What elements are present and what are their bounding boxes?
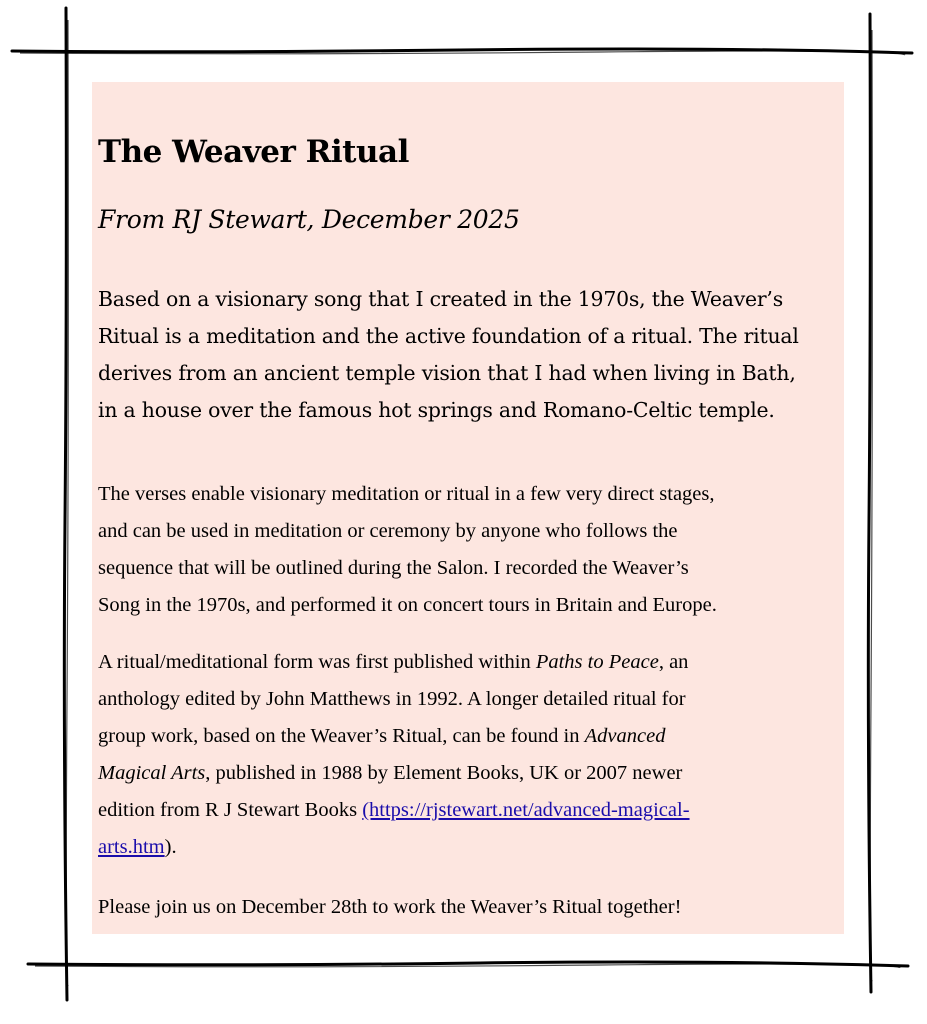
- text-run: ).: [164, 836, 177, 858]
- byline: From RJ Stewart, December 2025: [98, 205, 520, 234]
- paragraph-line: The verses enable visionary meditation or ritual in a few very direct stages,: [98, 483, 715, 505]
- book-title-magical-arts: Magical Arts: [98, 762, 206, 784]
- paragraph-line: Ritual is a meditation and the active foundation of a ritual. The ritual: [98, 324, 799, 348]
- book-title-advanced: Advanced: [584, 725, 666, 747]
- book-title-paths-to-peace: Paths to Peace: [535, 651, 659, 673]
- text-run: edition from R J Stewart Books: [98, 799, 363, 821]
- paragraph-line: Based on a visionary song that I created in the 1970s, the Weaver’s: [98, 287, 783, 311]
- paragraph-line: Song in the 1970s, and performed it on concert tours in Britain and Europe.: [98, 594, 717, 616]
- paragraph-line: in a house over the famous hot springs and Romano-Celtic temple.: [98, 398, 775, 422]
- paragraph-line: derives from an ancient temple vision that I had when living in Bath,: [98, 361, 796, 385]
- paragraph-line: [98, 755, 838, 792]
- paragraph-line: [98, 792, 838, 829]
- advanced-magical-arts-link-continued[interactable]: arts.htm: [98, 836, 165, 858]
- paragraph-line: sequence that will be outlined during the Salon. I recorded the Weaver’s: [98, 557, 689, 579]
- paragraph-line: [98, 829, 838, 866]
- advanced-magical-arts-link[interactable]: (https://rjstewart.net/advanced-magical-: [362, 799, 690, 821]
- paragraph-line: anthology edited by John Matthews in 1992. A longer detailed ritual for: [98, 688, 686, 710]
- publication-paragraph: [98, 644, 838, 866]
- text-run: group work, based on the Weaver’s Ritual, can be found in: [98, 725, 585, 747]
- invitation-paragraph: Please join us on December 28th to work the Weaver’s Ritual together!: [98, 896, 682, 918]
- paragraph-line: and can be used in meditation or ceremony by anyone who follows the: [98, 520, 678, 542]
- intro-paragraph: [98, 281, 838, 429]
- text-run: , published in 1988 by Element Books, UK or 2007 newer: [205, 762, 683, 784]
- text-run: A ritual/meditational form was first published within: [98, 651, 536, 673]
- paragraph-line: [98, 718, 838, 755]
- text-run: , an: [658, 651, 689, 673]
- verses-paragraph: [98, 476, 838, 624]
- paragraph-line: [98, 644, 838, 681]
- page-title: The Weaver Ritual: [98, 134, 409, 170]
